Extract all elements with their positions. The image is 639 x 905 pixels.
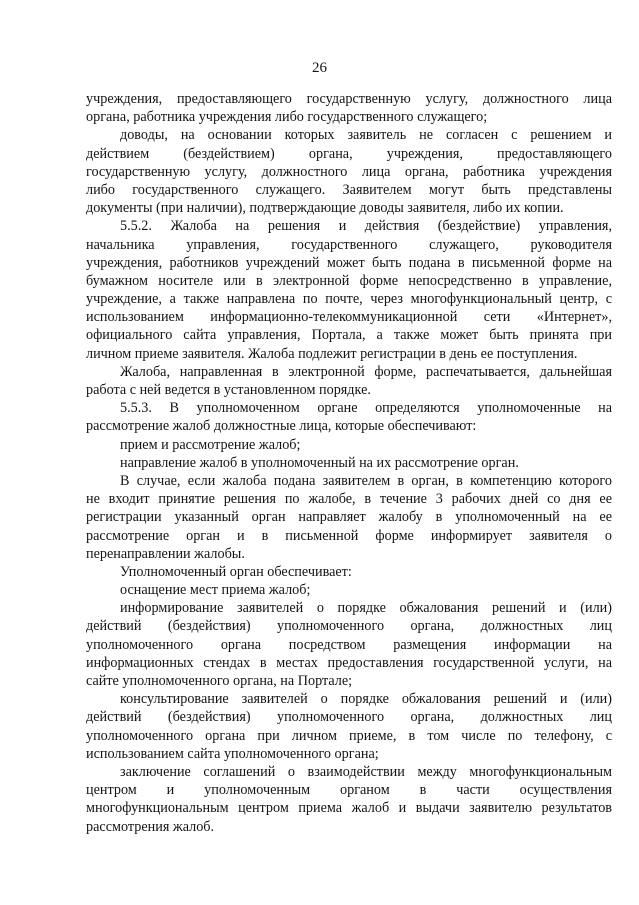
- text-line: использованием информационно-телекоммуникационной сети «Интернет»,: [86, 309, 612, 326]
- text-line: прием и рассмотрение жалоб;: [120, 436, 301, 453]
- text-line: оснащение мест приема жалоб;: [120, 582, 311, 599]
- text-line: информирование заявителей о порядке обжалования решений и (или): [120, 600, 612, 617]
- document-body: [86, 90, 612, 836]
- text-line: учреждение, а также направлена по почте, через многофункциональный центр, с: [86, 291, 612, 308]
- text-line: уполномоченного органа при личном приеме, в том числе по телефону, с: [86, 727, 612, 744]
- text-line: доводы, на основании которых заявитель не согласен с решением и: [120, 127, 612, 144]
- text-line: личном приеме заявителя. Жалоба подлежит регистрации в день ее поступления.: [86, 345, 578, 362]
- text-line: официального сайта управления, Портала, а также может быть принята при: [86, 327, 612, 344]
- text-line: работа с ней ведется в установленном порядке.: [86, 382, 371, 398]
- text-line: использованием сайта уполномоченного органа;: [86, 745, 379, 762]
- text-line: учреждения, работников учреждений может быть подана в письменной форме на: [86, 254, 612, 271]
- text-line: бумажном носителе или в электронной форме непосредственно в управление,: [86, 272, 612, 289]
- text-line: рассмотрения жалоб.: [86, 818, 215, 835]
- text-line: консультирование заявителей о порядке обжалования решений и (или): [120, 691, 612, 708]
- text-line: органа, работника учреждения либо государственного служащего;: [86, 109, 488, 126]
- text-line: рассмотрение орган и в письменной форме информирует заявителя о: [86, 527, 612, 544]
- text-line: учреждения, предоставляющего государственную услугу, должностного лица: [86, 91, 612, 107]
- text-line: начальника управления, государственного служащего, руководителя: [86, 236, 612, 253]
- text-line: рассмотрение жалоб должностные лица, которые обеспечивают:: [86, 418, 477, 435]
- text-line: уполномоченного органа посредством размещения информации на: [86, 636, 612, 653]
- text-line: государственную услугу, должностного лица органа, работника учреждения: [86, 163, 612, 180]
- text-line: перенаправлении жалобы.: [86, 545, 245, 562]
- text-line: многофункциональным центром приема жалоб и выдачи заявителю результатов: [86, 800, 612, 817]
- text-line: регистрации указанный орган направляет жалобу в уполномоченный на ее: [86, 509, 612, 526]
- text-line: заключение соглашений о взаимодействии между многофункциональным: [120, 763, 612, 780]
- text-line: действий (бездействия) уполномоченного органа, должностных лиц: [86, 709, 612, 726]
- text-line: направление жалоб в уполномоченный на их рассмотрение орган.: [120, 454, 519, 471]
- text-line: В случае, если жалоба подана заявителем в орган, в компетенцию которого: [120, 472, 612, 489]
- text-line: действий (бездействия) уполномоченного органа, должностных лиц: [86, 618, 612, 635]
- text-line: действием (бездействием) органа, учреждения, предоставляющего: [86, 145, 612, 162]
- text-line: Уполномоченный орган обеспечивает:: [120, 563, 352, 580]
- text-line: не входит принятие решения по жалобе, в течение 3 рабочих дней со дня ее: [86, 491, 612, 508]
- text-line: документы (при наличии), подтверждающие доводы заявителя, либо их копии.: [86, 200, 564, 217]
- text-line: 5.5.2. Жалоба на решения и действия (бездействие) управления,: [120, 218, 612, 235]
- text-line: либо государственного служащего. Заявителем могут быть представлены: [86, 181, 612, 198]
- text-line: сайте уполномоченного органа, на Портале;: [86, 673, 353, 689]
- page-number: 26: [312, 60, 327, 76]
- text-line: центром и уполномоченным органом в части осуществления: [86, 782, 612, 799]
- text-line: 5.5.3. В уполномоченном органе определяются уполномоченные на: [120, 400, 612, 417]
- text-line: Жалоба, направленная в электронной форме, распечатывается, дальнейшая: [120, 363, 612, 380]
- text-line: информационных стендах в местах предоставления государственной услуги, на: [86, 654, 612, 671]
